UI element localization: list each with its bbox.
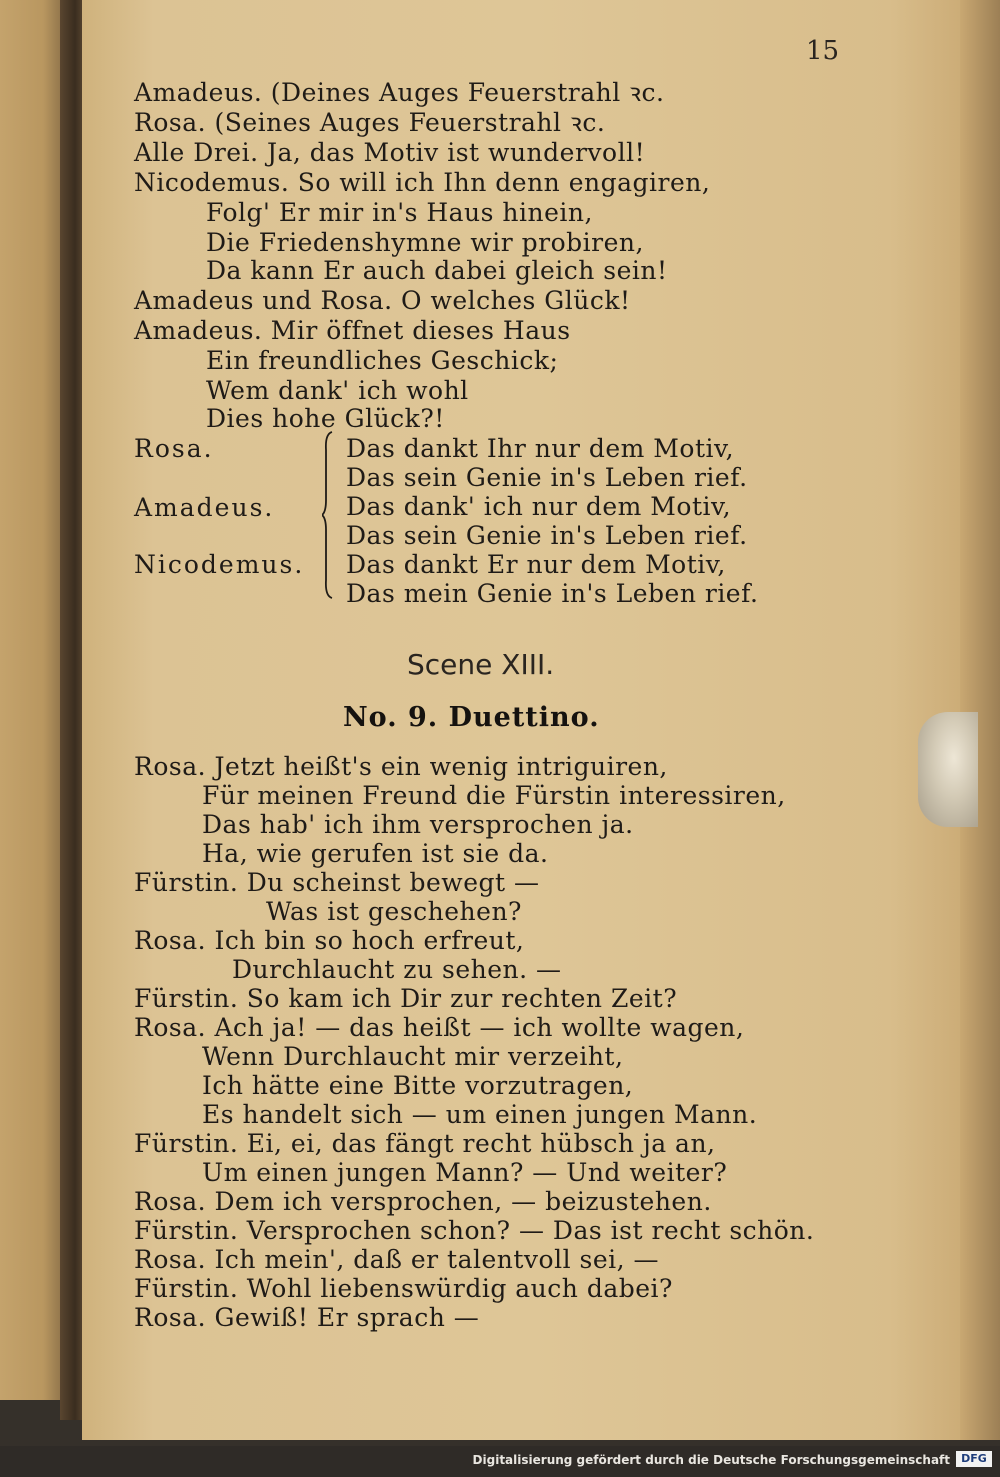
dialogue-line: Amadeus. Mir öffnet dieses Haus — [134, 316, 571, 345]
duet-line: Durchlaucht zu sehen. — — [232, 955, 562, 984]
trio-speaker: Amadeus. — [134, 493, 275, 522]
dialogue-line: Die Friedenshymne wir probiren, — [206, 228, 644, 257]
page-number: 15 — [806, 36, 840, 66]
dialogue-line: Amadeus. (Deines Auges Feuerstrahl ꝛc. — [134, 78, 665, 107]
trio-line: Das sein Genie in's Leben rief. — [346, 463, 748, 492]
curly-brace — [322, 430, 334, 600]
trio-line: Das dankt Ihr nur dem Motiv, — [346, 434, 735, 463]
dialogue-line: Dies hohe Glück?! — [206, 404, 445, 433]
dialogue-line: Da kann Er auch dabei gleich sein! — [206, 256, 668, 285]
trio-line: Das dank' ich nur dem Motiv, — [346, 492, 732, 521]
trio-line: Das dankt Er nur dem Motiv, — [346, 550, 726, 579]
trio-speaker: Nicodemus. — [134, 550, 305, 579]
duet-line: Ha, wie gerufen ist sie da. — [202, 839, 549, 868]
duet-line: Rosa. Ich mein', daß er talentvoll sei, — — [134, 1245, 660, 1274]
duet-line: Fürstin. Wohl liebenswürdig auch dabei? — [134, 1274, 673, 1303]
duet-line: Was ist geschehen? — [266, 897, 522, 926]
number-title: No. 9. Duettino. — [343, 702, 600, 733]
duet-line: Fürstin. So kam ich Dir zur rechten Zeit? — [134, 984, 678, 1013]
duet-line: Wenn Durchlaucht mir verzeiht, — [202, 1042, 624, 1071]
scene-title: Scene XIII. — [407, 648, 555, 681]
dialogue-line: Folg' Er mir in's Haus hinein, — [206, 198, 593, 227]
duet-line: Es handelt sich — um einen jungen Mann. — [202, 1100, 758, 1129]
footer-credit: Digitalisierung gefördert durch die Deutsche Forschungsgemeinschaft — [472, 1453, 950, 1467]
duet-line: Um einen jungen Mann? — Und weiter? — [202, 1158, 728, 1187]
duet-line: Rosa. Gewiß! Er sprach — — [134, 1303, 480, 1332]
duet-line: Rosa. Ach ja! — das heißt — ich wollte wagen, — [134, 1013, 745, 1042]
dialogue-line: Rosa. (Seines Auges Feuerstrahl ꝛc. — [134, 108, 606, 137]
dialogue-line: Alle Drei. Ja, das Motiv ist wundervoll! — [134, 138, 646, 167]
duet-line: Für meinen Freund die Fürstin interessiren, — [202, 781, 786, 810]
dialogue-line: Wem dank' ich wohl — [206, 376, 469, 405]
dialogue-line: Nicodemus. So will ich Ihn denn engagiren, — [134, 168, 711, 197]
duet-line: Rosa. Jetzt heißt's ein wenig intriguiren, — [134, 752, 668, 781]
duet-line: Fürstin. Versprochen schon? — Das ist recht schön. — [134, 1216, 815, 1245]
dfg-logo: DFG — [956, 1451, 992, 1467]
trio-speaker: Rosa. — [134, 434, 214, 463]
dialogue-line: Amadeus und Rosa. O welches Glück! — [134, 286, 631, 315]
trio-line: Das mein Genie in's Leben rief. — [346, 579, 759, 608]
duet-line: Fürstin. Ei, ei, das fängt recht hübsch ja an, — [134, 1129, 716, 1158]
duet-line: Rosa. Ich bin so hoch erfreut, — [134, 926, 525, 955]
duet-line: Das hab' ich ihm versprochen ja. — [202, 810, 634, 839]
dialogue-line: Ein freundliches Geschick; — [206, 346, 559, 375]
duet-line: Rosa. Dem ich versprochen, — beizustehen. — [134, 1187, 712, 1216]
duet-line: Fürstin. Du scheinst bewegt — — [134, 868, 540, 897]
page-clip — [918, 712, 978, 827]
trio-line: Das sein Genie in's Leben rief. — [346, 521, 748, 550]
duet-line: Ich hätte eine Bitte vorzutragen, — [202, 1071, 634, 1100]
